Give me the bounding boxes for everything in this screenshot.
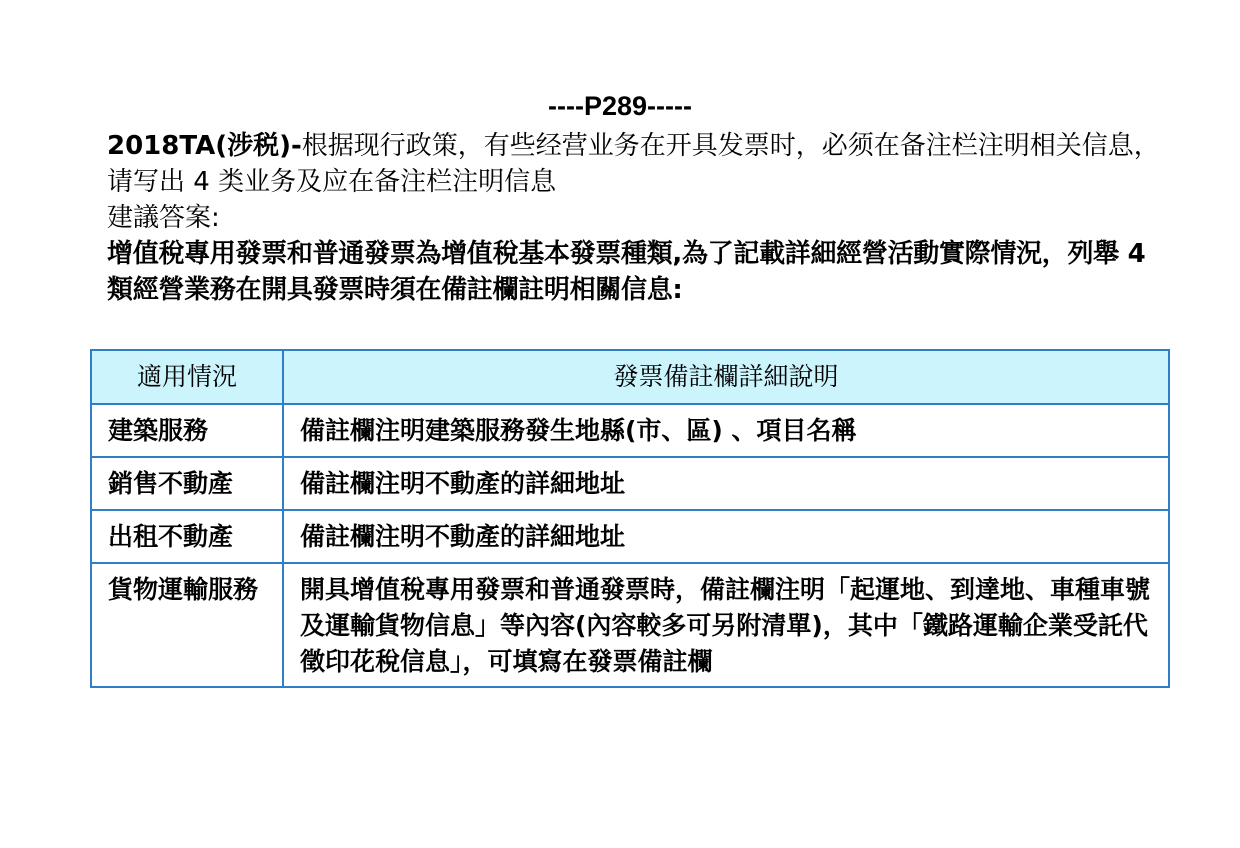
table-row: [91, 404, 1169, 457]
question-text: 根据现行政策，有些经营业务在开具发票时，必须在备注栏注明相关信息，请写出 4 类业务及应在备注栏注明信息: [107, 131, 1160, 197]
page-title: ----P289-----: [548, 91, 692, 121]
remarks-table: [90, 349, 1170, 688]
remarks-table-container: [90, 349, 1168, 688]
table-row: [91, 563, 1169, 687]
cell-situation: 銷售不動產: [91, 457, 283, 510]
header-situation: 適用情況: [91, 350, 283, 404]
cell-situation: 出租不動產: [91, 510, 283, 563]
cell-note: 開具增值稅專用發票和普通發票時，備註欄注明「起運地、到達地、車種車號及運輸貨物信息」等內容(內容較多可另附清單)，其中「鐵路運輸企業受託代徵印花稅信息」，可填寫在發票備註欄: [283, 563, 1169, 687]
answer-body: 增值稅專用發票和普通發票為增值稅基本發票種類,為了記載詳細經營活動實際情況，列舉 4 類經營業務在開具發票時須在備註欄註明相關信息:: [107, 239, 1146, 305]
cell-note: 備註欄注明建築服務發生地縣(市、區) 、項目名稱: [283, 404, 1169, 457]
cell-situation: 建築服務: [91, 404, 283, 457]
table-row: [91, 510, 1169, 563]
intro-text: [107, 128, 1172, 308]
table-header-row: [91, 350, 1169, 404]
question: [107, 128, 1172, 200]
cell-note: 備註欄注明不動產的詳細地址: [283, 510, 1169, 563]
question-prefix: 2018TA(涉税)-: [107, 131, 302, 161]
header-note: 發票備註欄詳細說明: [283, 350, 1169, 404]
cell-note: 備註欄注明不動產的詳細地址: [283, 457, 1169, 510]
cell-situation: 貨物運輸服務: [91, 563, 283, 687]
answer-label: 建議答案:: [107, 203, 220, 233]
table-row: [91, 457, 1169, 510]
